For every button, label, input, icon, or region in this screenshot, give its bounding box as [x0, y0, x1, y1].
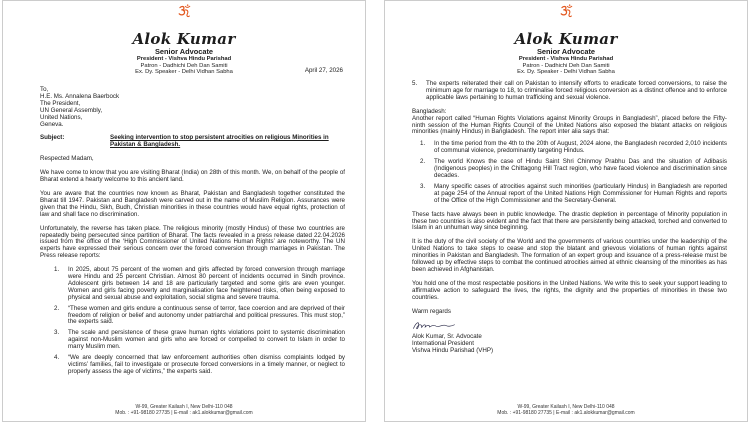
om-symbol-icon	[559, 4, 574, 18]
letter-body	[412, 81, 727, 355]
body-paragraph: These facts have always been in public knowledge. The drastic depletion in percentage of Minority population in these two countries is also evident and the fact that there are persistently being attacked, torched and converted to Islam in an unhuman way since beginning.	[412, 210, 727, 232]
footer-contact: Mob. : +91-98180 27735 | E-mail : ak1.alokkumar@gmail.com	[497, 410, 635, 416]
body-paragraph: Another report called “Human Rights Violations against Minority Groups in Bangladesh”, placed before the Fifty-ninth session of the Human Rights Council of the United Nations also exposed the blatant attacks on religious minorities (mainly Hindus) in Bangladesh. The report inter alia says that:	[412, 114, 727, 136]
address-line: Geneva.	[40, 120, 64, 128]
body-paragraph: You hold one of the most respectable positions in the United Nations. We write this to seek your support leading to affirmative action to safeguard the lives, the rights, the dignity and the properties of minorities in these two countries.	[412, 279, 727, 301]
letterhead-position: Patron - Dadhichi Deh Dan Samiti	[140, 62, 228, 69]
om-dot	[568, 4, 570, 6]
closing-line: Warm regards	[412, 307, 451, 315]
om-crescent	[185, 6, 189, 7]
point-number: 5.	[412, 80, 418, 87]
point-number: 3.	[420, 182, 426, 190]
point-text: “We are deeply concerned that law enforcement authorities often dismiss complaints lodged by victims’ families, fail to investigate or prosecute forced conversions in a timely manner, or neglect to properly assess the age of victims,” the experts said.	[68, 354, 345, 375]
om-crescent	[567, 6, 571, 7]
body-paragraph: It is the duty of the civil society of the World and the governments of various countries under the leadership of the United Nations to take steps to cease and stop the blatant and grievous violations of human rights against minorities in Pakistan and Bangladesh. The formation of an expert group and issuance of a press-release must be followed up by effective steps to combat the continued atrocities aimed at ethnic cleansing of the minorities as has been achieved in Afghanistan.	[412, 238, 727, 273]
subject-text: Seeking intervention to stop persistent atrocities on religious Minorities in Pakistan & Bangladesh.	[110, 134, 329, 149]
signature-stroke	[413, 323, 454, 329]
signatory-block	[412, 334, 727, 355]
om-symbol-icon	[177, 4, 192, 18]
numbered-point	[420, 159, 727, 180]
letterhead-title: Senior Advocate	[154, 47, 214, 56]
signatory-line: Vishva Hindu Parishad (VHP)	[412, 347, 494, 355]
point-text: In the time period from the 4th to the 20th of August, 2024 alone, the Bangladesh recorded 2,010 incidents of communal violence, predominantly targeting Hindus.	[434, 140, 727, 155]
numbered-point	[420, 184, 727, 205]
numbered-point	[54, 267, 345, 302]
letterhead-position: Ex. Dy. Speaker - Delhi Vidhan Sabha	[135, 69, 233, 75]
signatory-line: Alok Kumar, Sr. Advocate	[412, 333, 482, 341]
point-number: 1.	[54, 266, 60, 274]
address-line: United Nations,	[40, 113, 83, 121]
point-number: 3.	[54, 329, 60, 337]
letter-footer	[3, 404, 365, 416]
body-paragraph: You are aware that the countries now known as Bharat, Pakistan and Bangladesh together constituted the Bharat till 1947. Pakistan and Bangladesh were carved out in the name of Muslim Religion. Assurances were given that the Hindu, Sikh, Budh, Christian minorities in these countries would have equal rights, protection of law and shall face no discrimination.	[40, 189, 345, 218]
point-number: 1.	[420, 140, 426, 148]
address-line: To,	[40, 86, 49, 93]
signature-icon	[412, 318, 456, 333]
signatory-line: International President	[412, 340, 474, 348]
letterhead-position: President - Vishva Hindu Parishad	[136, 56, 232, 62]
numbered-point	[54, 306, 345, 327]
letter-page-1	[2, 0, 366, 422]
section-heading: Bangladesh:	[412, 107, 447, 115]
numbered-point	[412, 81, 727, 102]
subject-label: Subject:	[40, 134, 65, 142]
om-dot	[186, 4, 188, 6]
footer-address: W-99, Greater Kailash I, New Delhi-110 048	[517, 404, 615, 410]
letterhead	[3, 1, 365, 76]
numbered-list	[40, 267, 345, 376]
letterhead-position: Ex. Dy. Speaker - Delhi Vidhan Sabha	[517, 69, 615, 75]
point-number: 2.	[420, 158, 426, 166]
numbered-list	[412, 81, 727, 102]
footer-contact: Mob. : +91-98180 27735 | E-mail : ak1.alokkumar@gmail.com	[115, 410, 253, 416]
letter-date: April 27, 2026	[304, 67, 343, 74]
point-text: In 2025, about 75 percent of the women and girls affected by forced conversion through marriage were Hindu and 25 percent Christian. Almost 80 percent of incidents occurred in Sindh province. Adolescent girls between 14 and 18 are particularly targeted and some girls are even younger. Women and girls facing poverty and marginalisation face heightened risks, often being exposed to physical and sexual abuse and exploitation, social stigma and severe trauma.	[68, 266, 345, 301]
letterhead	[385, 1, 747, 76]
address-line: H.E. Ms. Annalena Baerbock	[40, 92, 120, 100]
point-number: 4.	[54, 354, 60, 362]
point-text: The experts reiterated their call on Pakistan to intensify efforts to eradicate forced conversions, to raise the minimum age for marriage to 18, to criminalise forced religious conversion as a distinct offence and to enforce applicable laws pertaining to human trafficking and sexual violence.	[426, 80, 727, 101]
letterhead-name: Alok Kumar	[514, 30, 618, 48]
address-line: UN General Assembly,	[40, 106, 103, 114]
point-text: The world Knows the case of Hindu Saint Shri Chinmoy Prabhu Das and the situation of Adibasis (Indigenous peoples) in the Chittagong Hill Tract region, who have faced violence and discrimination since decades.	[434, 158, 727, 179]
address-line: The President,	[40, 99, 81, 107]
letter-body	[40, 87, 345, 376]
letterhead-name: Alok Kumar	[132, 30, 236, 48]
numbered-list	[412, 141, 727, 204]
point-text: “These women and girls endure a continuous sense of terror, face coercion and are deprived of their freedom of religion or belief and autonomy under patriarchal and political pressures. This must stop,” the experts said.	[68, 304, 345, 326]
body-paragraph: We have come to know that you are visiting Bharat (India) on 28th of this month. We, on behalf of the people of Bharat extend a hearty welcome to this ancient land.	[40, 169, 345, 184]
numbered-point	[420, 141, 727, 155]
point-text: Many specific cases of atrocities against such minorities (particularly Hindus) in Bangladesh are reported at page 254 of the Annual report of the United Nations High Commissioner for Human Rights and reports of the Office of the High Commissioner and the Secretary-General.	[434, 182, 727, 204]
body-paragraph: Unfortunately, the reverse has taken place. The religious minority (mostly Hindus) of these two countries are repeatedly being persecuted since partition of Bharat. The facts revealed in a press release dated 22.04.2026 issued from the office of the ‘High Commissioner of United Nations Human Rights’ are noteworthy. The UN experts have expressed their serious concern over the forced conversion through marriages in Pakistan. The Press release reports:	[40, 224, 345, 260]
numbered-point	[54, 355, 345, 376]
subject-line	[40, 135, 345, 149]
letter-page-2	[384, 0, 748, 422]
point-number: 2.	[54, 304, 60, 312]
letter-footer	[385, 404, 747, 416]
recipient-address	[40, 87, 345, 128]
letterhead-position: President - Vishva Hindu Parishad	[518, 56, 614, 62]
letterhead-position: Patron - Dadhichi Deh Dan Samiti	[522, 62, 610, 69]
letterhead-title: Senior Advocate	[536, 47, 596, 56]
salutation: Respected Madam,	[40, 155, 94, 163]
numbered-point	[54, 330, 345, 351]
footer-address: W-99, Greater Kailash I, New Delhi-110 048	[135, 404, 233, 410]
point-text: The scale and persistence of these grave human rights violations point to systemic discrimination against non-Muslim women and girls who are forced or compelled to convert to Islam in order to marry Muslim men.	[68, 329, 345, 351]
